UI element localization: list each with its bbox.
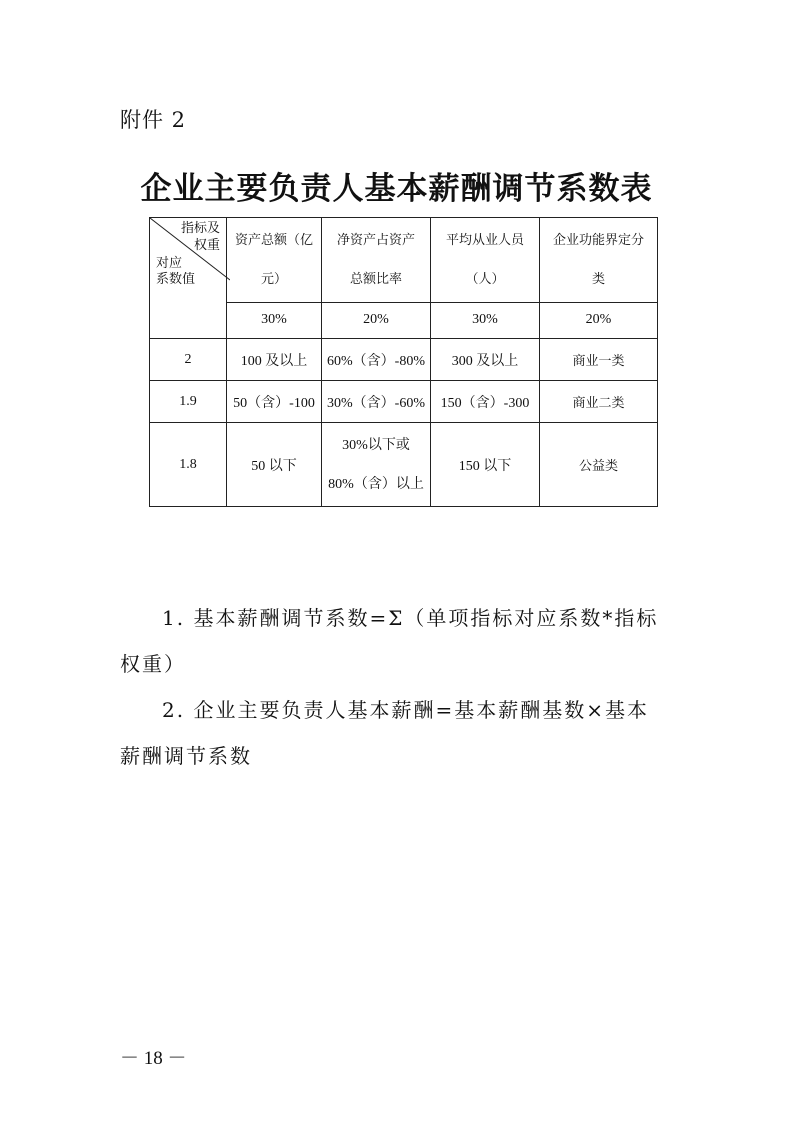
table-cell: 150 以下 [431, 423, 540, 507]
table-header-row [150, 218, 658, 303]
weight-cell: 20% [540, 302, 658, 338]
notes [120, 595, 665, 779]
table-cell: 150（含）-300 [431, 381, 540, 423]
corner-header-cell [150, 218, 227, 339]
table-row [150, 339, 658, 381]
table-cell: 30%（含）-60% [322, 381, 431, 423]
table-cell: 商业一类 [540, 339, 658, 381]
table-row [150, 381, 658, 423]
table-cell: 100 及以上 [227, 339, 322, 381]
weight-cell: 20% [322, 302, 431, 338]
weight-cell: 30% [431, 302, 540, 338]
table-cell: 50 以下 [227, 423, 322, 507]
table-cell: 300 及以上 [431, 339, 540, 381]
coef-cell: 1.9 [150, 381, 227, 423]
weight-cell: 30% [227, 302, 322, 338]
header-employees: 平均从业人员 （人） [431, 218, 540, 303]
note-1: 1. 基本薪酬调节系数=Σ（单项指标对应系数*指标权重） [120, 606, 659, 676]
page-title: 企业主要负责人基本薪酬调节系数表 [140, 171, 653, 207]
multiline-part-2: 80%（含）以上 [328, 476, 424, 492]
table-cell: 60%（含）-80% [322, 339, 431, 381]
table-cell: 公益类 [540, 423, 658, 507]
table-cell-multiline [322, 423, 431, 507]
page-number: － 18 － [120, 1048, 187, 1069]
attachment-label: 附件 2 [120, 108, 187, 132]
table-row [150, 423, 658, 507]
coefficient-table [149, 217, 658, 507]
header-function-class: 企业功能界定分 类 [540, 218, 658, 303]
header-total-assets: 资产总额（亿 元） [227, 218, 322, 303]
coef-cell: 1.8 [150, 423, 227, 507]
table-cell: 50（含）-100 [227, 381, 322, 423]
corner-header-bottom: 对应 系数值 [156, 256, 196, 287]
corner-header-top: 指标及 权重 [180, 221, 220, 253]
header-net-asset-ratio: 净资产占资产 总额比率 [322, 218, 431, 303]
coef-cell: 2 [150, 339, 227, 381]
multiline-part-1: 30%以下或 [342, 437, 410, 453]
note-2: 2. 企业主要负责人基本薪酬=基本薪酬基数×基本薪酬调节系数 [120, 698, 649, 768]
table-cell: 商业二类 [540, 381, 658, 423]
